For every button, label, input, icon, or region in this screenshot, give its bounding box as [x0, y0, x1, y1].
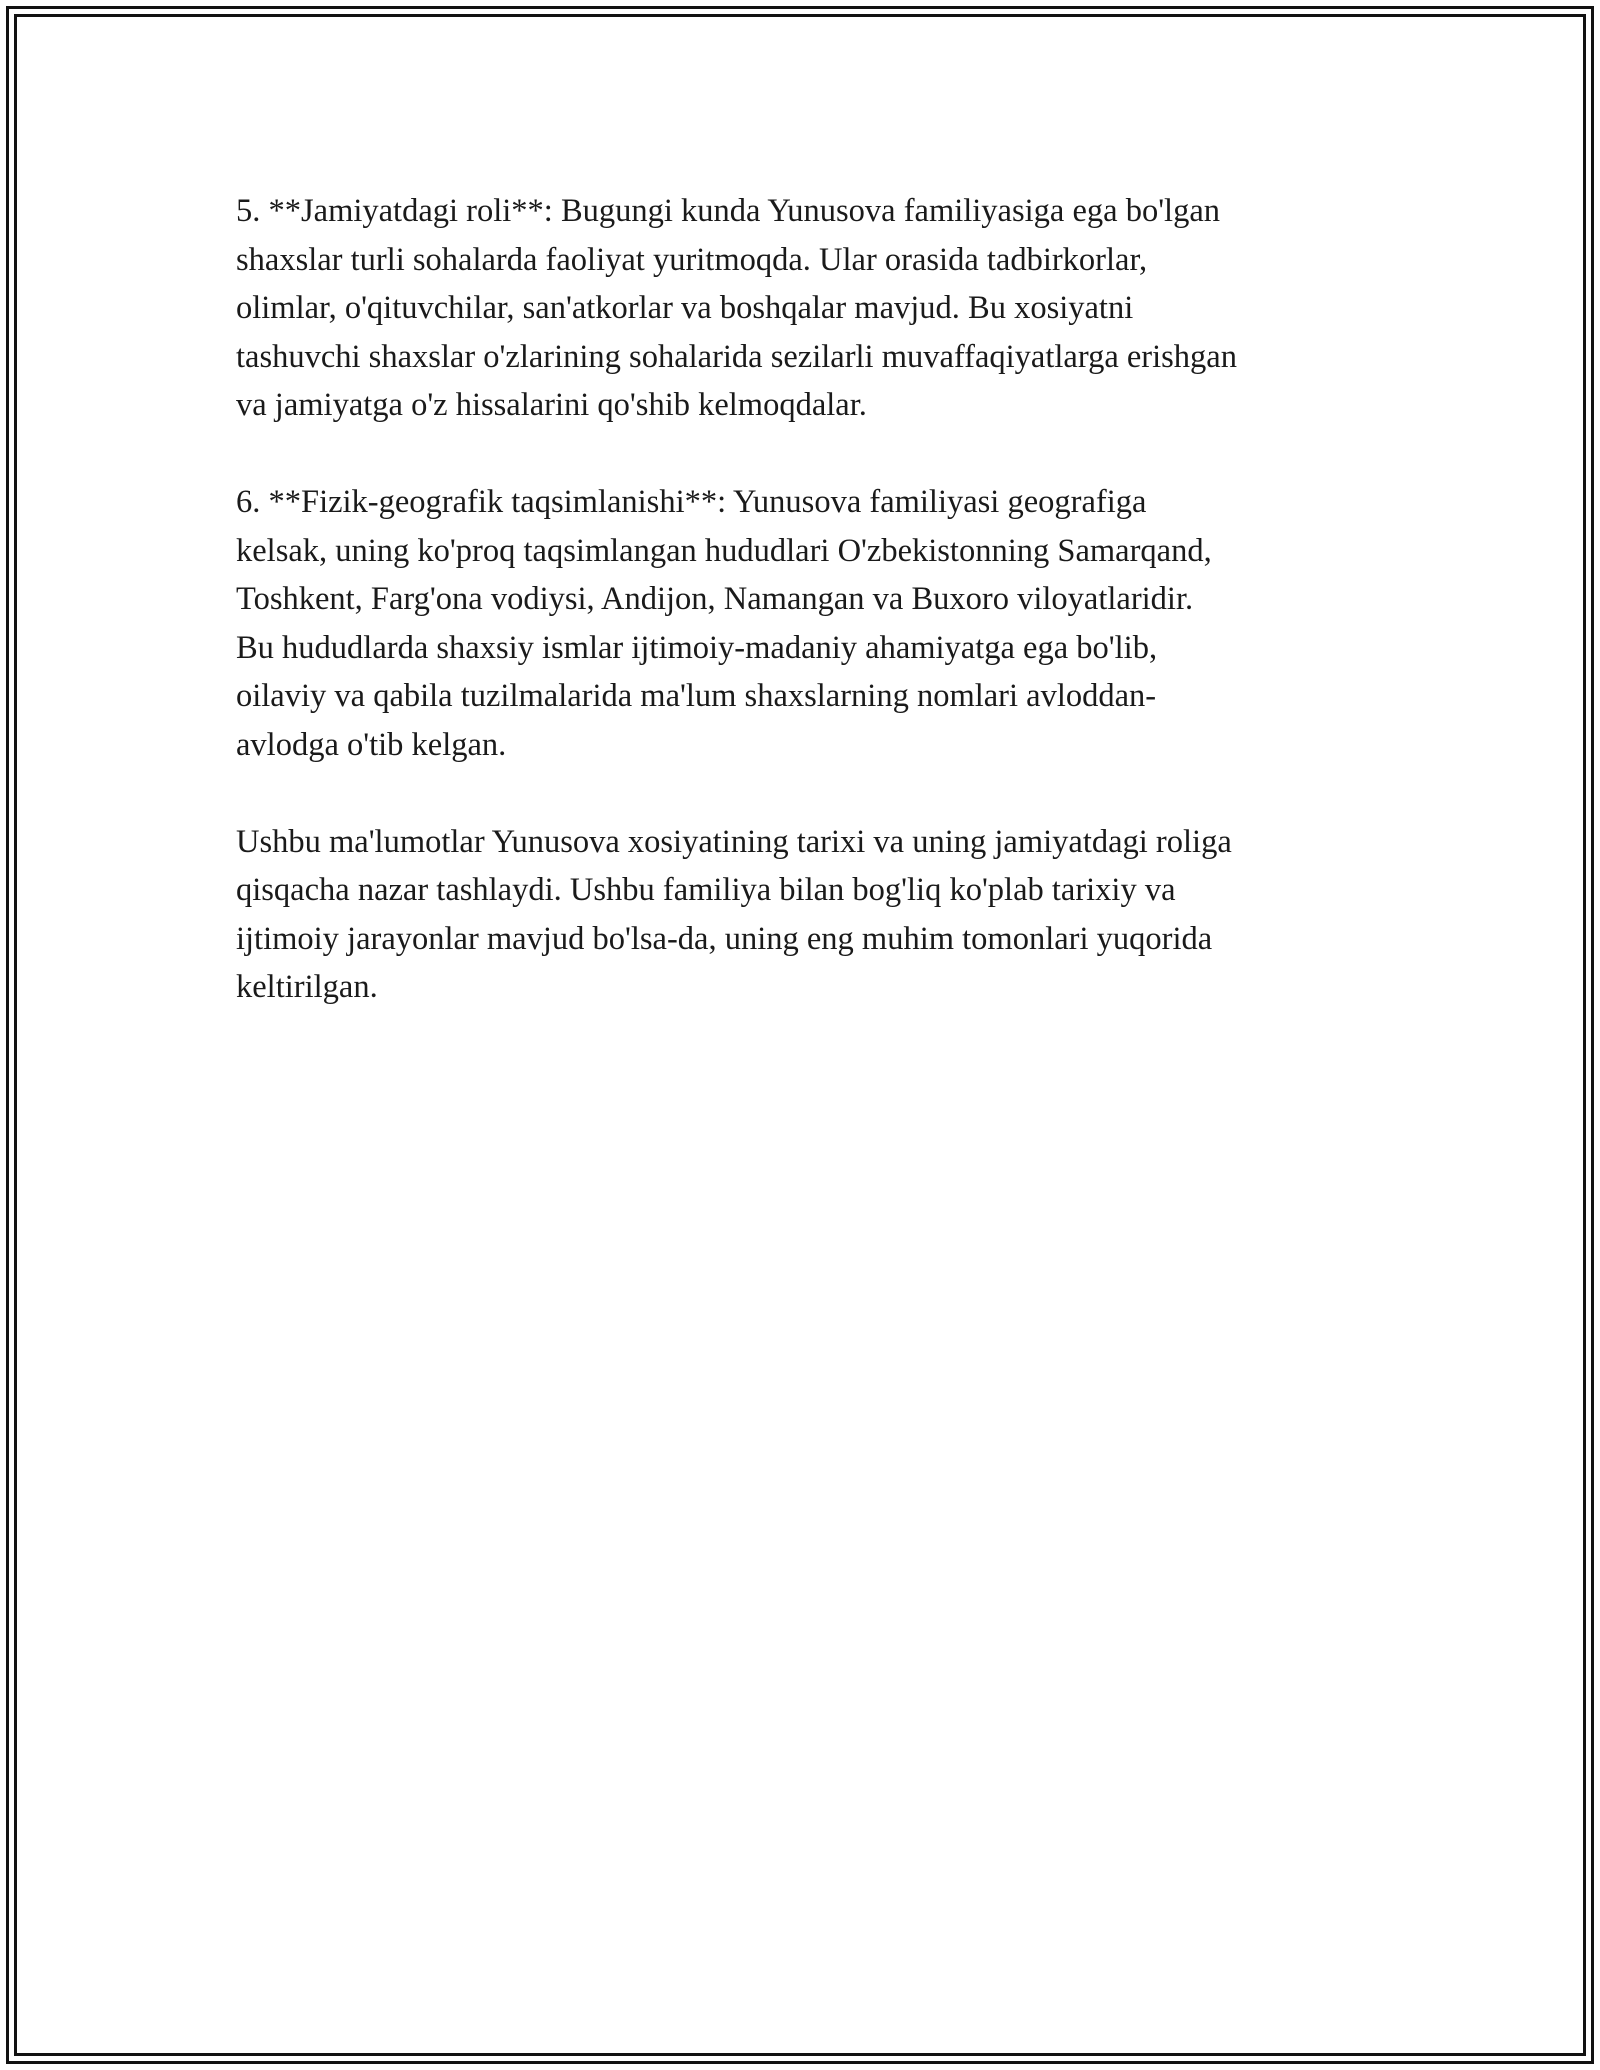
paragraph-conclusion	[236, 818, 1376, 1012]
text-line: Ushbu ma'lumotlar Yunusova xosiyatining tarixi va uning jamiyatdagi roliga	[236, 823, 1232, 860]
text-line: Bu hududlarda shaxsiy ismlar ijtimoiy-madaniy ahamiyatga ega bo'lib,	[236, 629, 1158, 666]
text-line: oilaviy va qabila tuzilmalarida ma'lum shaxslarning nomlari avloddan-	[236, 678, 1157, 714]
text-line: ijtimoiy jarayonlar mavjud bo'lsa-da, uning eng muhim tomonlari yuqorida	[236, 920, 1213, 957]
text-line: olimlar, o'qituvchilar, san'atkorlar va boshqalar mavjud. Bu xosiyatni	[236, 290, 1134, 326]
paragraph-fizik-geografik	[236, 478, 1376, 769]
paragraph-jamiyatdagi-roli	[236, 187, 1376, 430]
document-body	[236, 187, 1376, 1060]
text-line: 6. **Fizik-geografik taqsimlanishi**: Yunusova familiyasi geografiga	[236, 484, 1147, 520]
text-line: kelsak, uning ko'proq taqsimlangan hududlari O'zbekistonning Samarqand,	[236, 532, 1212, 569]
text-line: keltirilgan.	[236, 969, 378, 1005]
text-line: Toshkent, Farg'ona vodiysi, Andijon, Namangan va Buxoro viloyatlaridir.	[236, 581, 1194, 617]
text-line: tashuvchi shaxslar o'zlarining sohalarida sezilarli muvaffaqiyatlarga erishgan	[236, 338, 1237, 375]
text-line: avlodga o'tib kelgan.	[236, 726, 507, 763]
text-line: 5. **Jamiyatdagi roli**: Bugungi kunda Yunusova familiyasiga ega bo'lgan	[236, 193, 1220, 229]
text-line: shaxslar turli sohalarda faoliyat yuritmoqda. Ular orasida tadbirkorlar,	[236, 241, 1148, 278]
text-line: qisqacha nazar tashlaydi. Ushbu familiya bilan bog'liq ko'plab tarixiy va	[236, 872, 1176, 908]
text-line: va jamiyatga o'z hissalarini qo'shib kelmoqdalar.	[236, 387, 867, 423]
